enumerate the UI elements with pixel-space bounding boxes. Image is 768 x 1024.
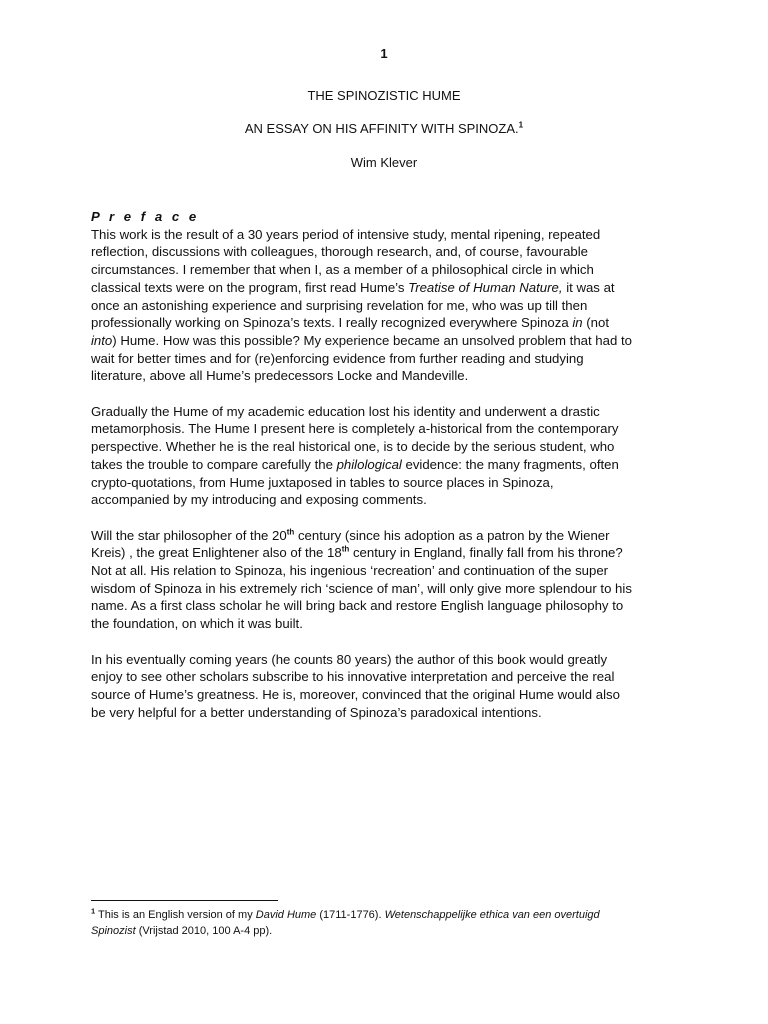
text-run: This work is the result of a 30 years period of intensive study, mental ripening, repeated — [91, 226, 601, 242]
italic-text: Spinozist — [91, 925, 136, 937]
paragraph — [91, 403, 681, 509]
text-run: professionally working on Spinoza’s texts. I really recognized everywhere Spinoza — [91, 315, 573, 331]
text-run: source of Hume’s greatness. He is, moreover, convinced that the original Hume would also — [91, 686, 620, 702]
page-number: 1 — [380, 46, 388, 61]
text-line — [91, 403, 681, 421]
footnote-mark: 1 — [91, 906, 96, 916]
text-line — [91, 332, 681, 350]
subtitle-footnote-mark: 1 — [518, 120, 524, 130]
italic-text: Treatise of Human Nature, — [408, 279, 563, 295]
subtitle-text: AN ESSAY ON HIS AFFINITY WITH SPINOZA. — [244, 121, 519, 136]
paragraph — [91, 651, 681, 722]
text-line — [91, 668, 681, 686]
text-line — [91, 491, 681, 509]
document-subtitle — [0, 121, 768, 136]
text-run: metamorphosis. The Hume I present here is completely a-historical from the contemporary — [91, 421, 619, 437]
text-line — [91, 544, 681, 562]
text-run: reflection, discussions with colleagues, thorough research, and, of course, favourable — [91, 244, 589, 260]
text-line — [91, 243, 681, 261]
text-line — [91, 615, 681, 633]
preface-paragraphs — [91, 226, 681, 722]
author-name: Wim Klever — [350, 155, 418, 170]
text-line — [91, 226, 681, 244]
footnote-line — [91, 923, 691, 939]
footnote-rule — [91, 900, 278, 901]
text-line — [91, 686, 681, 704]
text-run: (not — [582, 315, 610, 331]
text-run: classical texts were on the program, first read Hume’s — [91, 279, 409, 295]
text-run: century (since his adoption as a patron by the Wiener — [294, 527, 610, 543]
footnote-line — [91, 907, 691, 923]
text-run: Not at all. His relation to Spinoza, his ingenious ‘recreation’ and continuation of the super — [91, 563, 609, 579]
text-run: century in England, finally fall from his throne? — [349, 545, 623, 561]
text-line — [91, 367, 681, 385]
text-run: it was at — [562, 279, 615, 295]
text-line — [91, 314, 681, 332]
text-run: (1711-1776). — [316, 909, 385, 921]
preface-heading: P r e f a c e — [91, 209, 200, 224]
text-run: literature, above all Hume’s predecessors Locke and Mandeville. — [91, 368, 469, 384]
italic-text: into — [91, 332, 113, 348]
footnote-lines — [91, 907, 691, 939]
text-run: This is an English version of my — [95, 909, 256, 921]
text-run: Will the star philosopher of the 20 — [91, 527, 287, 543]
text-line — [91, 580, 681, 598]
text-line — [91, 704, 681, 722]
text-line — [91, 420, 681, 438]
text-run: ) Hume. How was this possible? My experience became an unsolved problem that had to — [112, 332, 632, 348]
paragraph — [91, 527, 681, 633]
text-line — [91, 350, 681, 368]
text-line — [91, 527, 681, 545]
text-run: accompanied by my introducing and exposing comments. — [91, 492, 427, 508]
text-line — [91, 438, 681, 456]
text-run: be very helpful for a better understanding of Spinoza’s paradoxical intentions. — [91, 704, 542, 720]
text-run: wisdom of Spinoza in his extremely rich ‘science of man’, will only give more splendour to his — [91, 580, 632, 596]
text-run: perspective. Whether he is the real historical one, is to decide by the serious student, who — [91, 439, 615, 455]
text-run: name. As a first class scholar he will bring back and restore English language philosophy to — [91, 598, 624, 614]
italic-text: philological — [336, 456, 402, 472]
text-line — [91, 279, 681, 297]
text-line — [91, 651, 681, 669]
text-run: enjoy to see other scholars subscribe to his innovative interpretation and perceive the real — [91, 669, 615, 685]
text-run: crypto-quotations, from Hume juxtaposed in tables to source places in Spinoza, — [91, 474, 554, 490]
text-line — [91, 456, 681, 474]
text-line — [91, 261, 681, 279]
text-run: circumstances. I remember that when I, as a member of a philosophical circle in which — [91, 262, 594, 278]
superscript: th — [286, 527, 295, 537]
italic-text: David Hume — [255, 909, 317, 921]
italic-text: in — [572, 315, 583, 331]
text-run: takes the trouble to compare carefully the — [91, 456, 337, 472]
text-line — [91, 562, 681, 580]
footnote — [91, 907, 691, 939]
text-run: once an astonishing experience and surprising revelation for me, who was up till then — [91, 297, 588, 313]
text-run: wait for better times and for (re)enforcing evidence from further reading and studying — [91, 350, 584, 366]
text-line — [91, 597, 681, 615]
document-body — [91, 208, 681, 739]
text-line — [91, 474, 681, 492]
text-run: Kreis) , the great Enlightener also of the 18 — [91, 545, 342, 561]
text-run: Gradually the Hume of my academic education lost his identity and underwent a drastic — [91, 403, 600, 419]
text-line — [91, 297, 681, 315]
text-run: the foundation, on which it was built. — [91, 616, 303, 632]
text-run: (Vrijstad 2010, 100 A-4 pp). — [135, 925, 273, 937]
text-run: In his eventually coming years (he counts 80 years) the author of this book would greatly — [91, 651, 608, 667]
text-run: evidence: the many fragments, often — [401, 456, 619, 472]
paragraph — [91, 226, 681, 385]
document-title: THE SPINOZISTIC HUME — [307, 88, 461, 103]
italic-text: Wetenschappelijke ethica van een overtuigd — [384, 909, 600, 921]
superscript: th — [341, 544, 350, 554]
